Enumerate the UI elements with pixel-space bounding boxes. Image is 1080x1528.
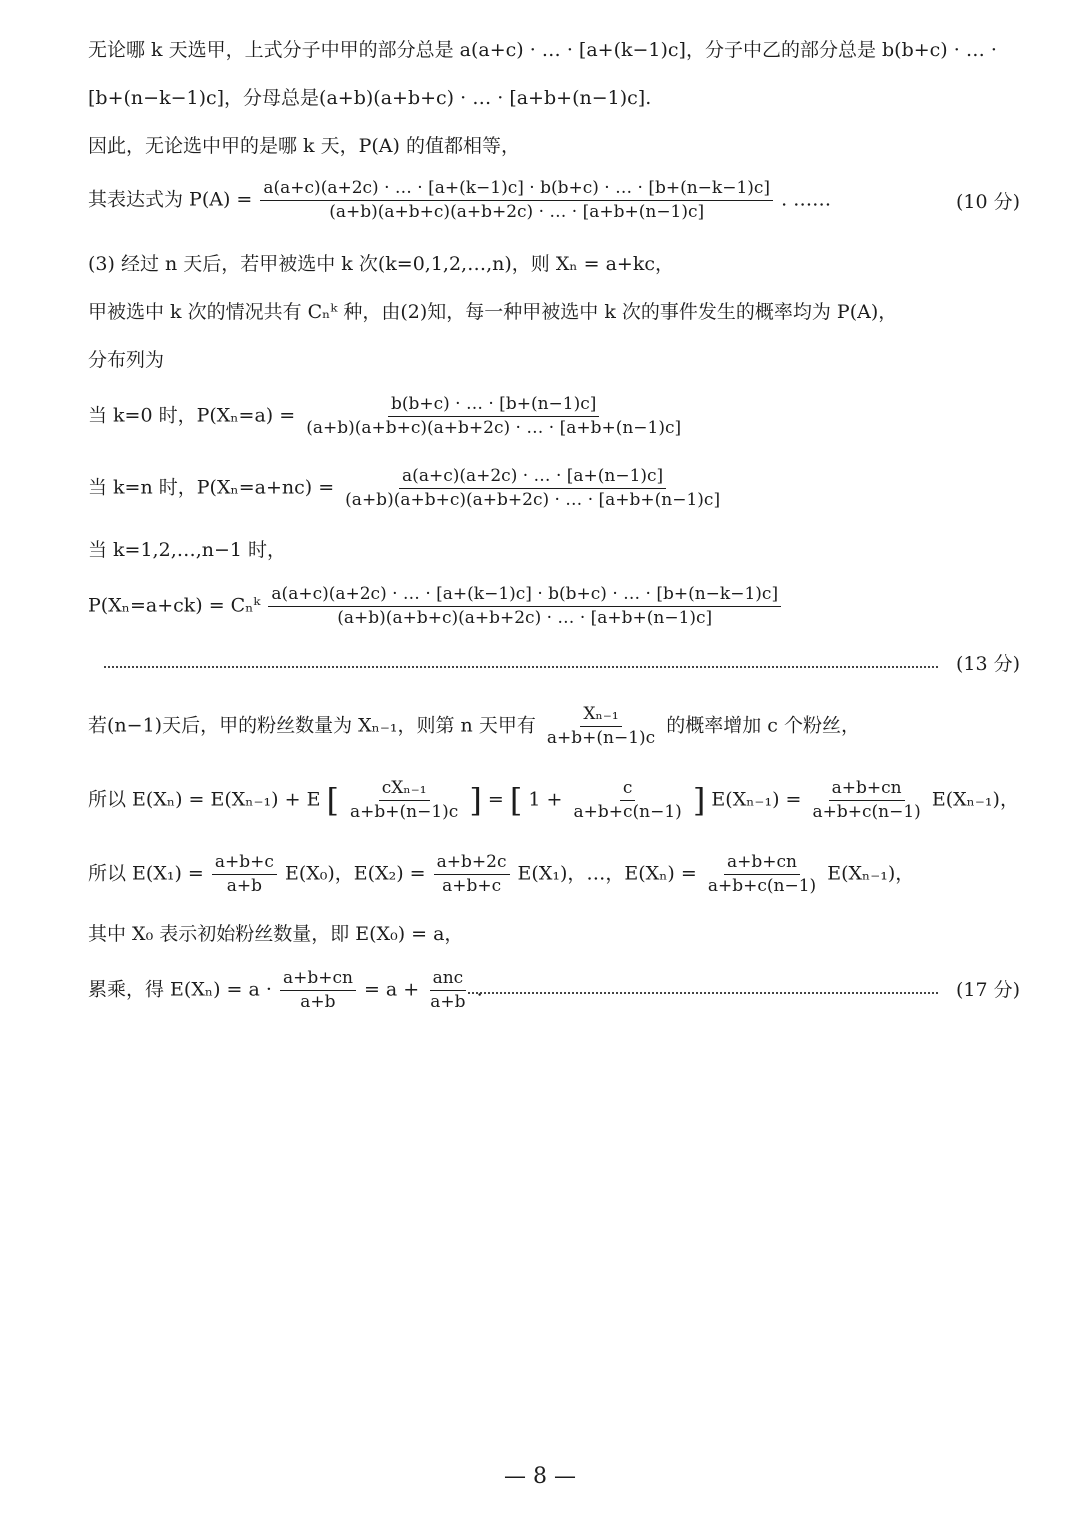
bracket-open-1: [: [326, 781, 339, 820]
formula-final-fraction-2: [427, 968, 468, 1013]
text-line-6: 甲被选中 k 次的情况共有 Cₙᵏ 种，由(2)知，每一种甲被选中 k 次的事件发生的概率均为 P(A)，: [88, 301, 898, 323]
text-line-2: [b+(n−k−1)c]，分母总是(a+b)(a+b+c) · … · [a+b+(n−1)c].: [88, 87, 652, 109]
dotted-leader-13: [104, 666, 938, 668]
formula-final-f1-den: a+b: [300, 992, 336, 1012]
formula-exp-f3-num: a+b+cn: [829, 778, 905, 801]
formula-kgeneral-numerator: a(a+c)(a+2c) · … · [a+(k−1)c] · b(b+c) · … · [b+(n−k−1)c]: [268, 584, 781, 607]
formula-k0: [88, 394, 686, 439]
formula-pa-suffix: . ……: [781, 188, 832, 211]
formula-kgeneral: [88, 584, 783, 629]
formula-kgeneral-fraction: [268, 584, 781, 629]
formula-chain-f2-num: a+b+2c: [434, 852, 510, 875]
formula-prob-increase: [88, 704, 860, 749]
formula-chain-b: E(X₀)，E(X₂) =: [284, 862, 426, 885]
bracket-close-2: ]: [692, 781, 706, 820]
page-number: — 8 —: [504, 1464, 576, 1489]
formula-kn-numerator: a(a+c)(a+2c) · … · [a+(n−1)c]: [399, 466, 666, 489]
formula-exp-f1-num: cXₙ₋₁: [379, 778, 430, 801]
bracket-open-2: [: [509, 781, 523, 820]
formula-pa-fraction: [260, 178, 773, 223]
text-line-7: 分布列为: [88, 349, 165, 371]
formula-exp-b: =: [487, 788, 504, 811]
formula-exp-d: E(Xₙ₋₁) =: [711, 788, 802, 811]
score-13: (13 分): [955, 653, 1020, 675]
formula-chain-fraction-3: [705, 852, 819, 897]
formula-final: [88, 968, 483, 1013]
formula-final-f2-den: a+b: [430, 992, 466, 1012]
formula-chain-fraction-1: [212, 852, 277, 897]
formula-final-f1-num: a+b+cn: [280, 968, 356, 991]
dotted-leader-17: [468, 992, 938, 994]
formula-exp-fraction-2: [571, 778, 685, 823]
formula-kn-prefix: 当 k=n 时，P(Xₙ=a+nc) =: [88, 476, 335, 499]
formula-kn: [88, 466, 725, 511]
formula-exp-fraction-1: [347, 778, 461, 823]
formula-final-a: 累乘，得 E(Xₙ) = a ·: [88, 978, 272, 1001]
formula-kgeneral-denominator: (a+b)(a+b+c)(a+b+2c) · … · [a+b+(n−1)c]: [337, 608, 713, 628]
formula-pa-prefix: 其表达式为 P(A) =: [88, 188, 253, 211]
formula-chain-f2-den: a+b+c: [442, 876, 502, 896]
formula-exp-f2-num: c: [620, 778, 636, 801]
formula-chain-f1-num: a+b+c: [212, 852, 277, 875]
formula-final-c: .: [476, 978, 483, 1001]
formula-kn-fraction: [342, 466, 723, 511]
score-10: (10 分): [955, 191, 1020, 213]
formula-pa-numerator: a(a+c)(a+2c) · … · [a+(k−1)c] · b(b+c) · … · [b+(n−k−1)c]: [260, 178, 773, 201]
formula-exp-c: 1 +: [528, 788, 563, 811]
formula-chain-fraction-2: [434, 852, 510, 897]
formula-kn-denominator: (a+b)(a+b+c)(a+b+2c) · … · [a+b+(n−1)c]: [345, 490, 721, 510]
formula-exp-fraction-3: [810, 778, 924, 823]
formula-final-fraction-1: [280, 968, 356, 1013]
formula-chain-f1-den: a+b: [226, 876, 263, 896]
formula-kgeneral-prefix: P(Xₙ=a+ck) = Cₙᵏ: [88, 594, 261, 617]
bracket-close-1: ]: [469, 781, 482, 820]
formula-k0-numerator: b(b+c) · … · [b+(n−1)c]: [388, 394, 599, 417]
formula-chain-f3-den: a+b+c(n−1): [707, 876, 817, 896]
formula-final-f2-num: anc: [430, 968, 467, 991]
score-17: (17 分): [955, 979, 1020, 1001]
formula-prob-numerator: Xₙ₋₁: [580, 704, 621, 727]
formula-prob-prefix: 若(n−1)天后，甲的粉丝数量为 Xₙ₋₁，则第 n 天甲有: [88, 714, 536, 737]
text-line-10: 当 k=1,2,…,n−1 时，: [88, 539, 287, 561]
formula-prob-suffix: 的概率增加 c 个粉丝，: [666, 714, 860, 737]
text-line-1: 无论哪 k 天选甲，上式分子中甲的部分总是 a(a+c) · … · [a+(k−1)c]，分子中乙的部分总是 b(b+c) · … ·: [88, 39, 997, 61]
formula-chain-f3-num: a+b+cn: [724, 852, 800, 875]
formula-k0-fraction: [303, 394, 684, 439]
formula-exp-a: 所以 E(Xₙ) = E(Xₙ₋₁) + E: [88, 788, 321, 811]
formula-expectation: [88, 778, 1019, 823]
formula-prob-denominator: a+b+(n−1)c: [546, 728, 656, 748]
formula-chain-a: 所以 E(X₁) =: [88, 862, 204, 885]
text-line-15: 其中 X₀ 表示初始粉丝数量，即 E(X₀) = a，: [88, 923, 464, 945]
text-line-5: (3) 经过 n 天后，若甲被选中 k 次(k=0,1,2,…,n)，则 Xₙ = a+kc，: [88, 253, 674, 275]
formula-exp-e: E(Xₙ₋₁)，: [931, 788, 1019, 811]
formula-exp-f2-den: a+b+c(n−1): [573, 802, 682, 822]
formula-final-b: = a +: [363, 978, 420, 1001]
formula-chain-d: E(Xₙ₋₁)，: [827, 862, 915, 885]
text-line-3: 因此，无论选中甲的是哪 k 天，P(A) 的值都相等，: [88, 135, 520, 157]
formula-pa: [88, 178, 831, 223]
formula-prob-fraction: [544, 704, 658, 749]
formula-pa-denominator: (a+b)(a+b+c)(a+b+2c) · … · [a+b+(n−1)c]: [329, 202, 705, 222]
formula-chain-c: E(X₁)，…，E(Xₙ) =: [517, 862, 697, 885]
formula-exp-f3-den: a+b+c(n−1): [812, 802, 921, 822]
formula-exp-f1-den: a+b+(n−1)c: [350, 802, 459, 822]
formula-k0-denominator: (a+b)(a+b+c)(a+b+2c) · … · [a+b+(n−1)c]: [306, 418, 682, 438]
formula-expectation-chain: [88, 852, 914, 897]
formula-k0-prefix: 当 k=0 时，P(Xₙ=a) =: [88, 404, 296, 427]
